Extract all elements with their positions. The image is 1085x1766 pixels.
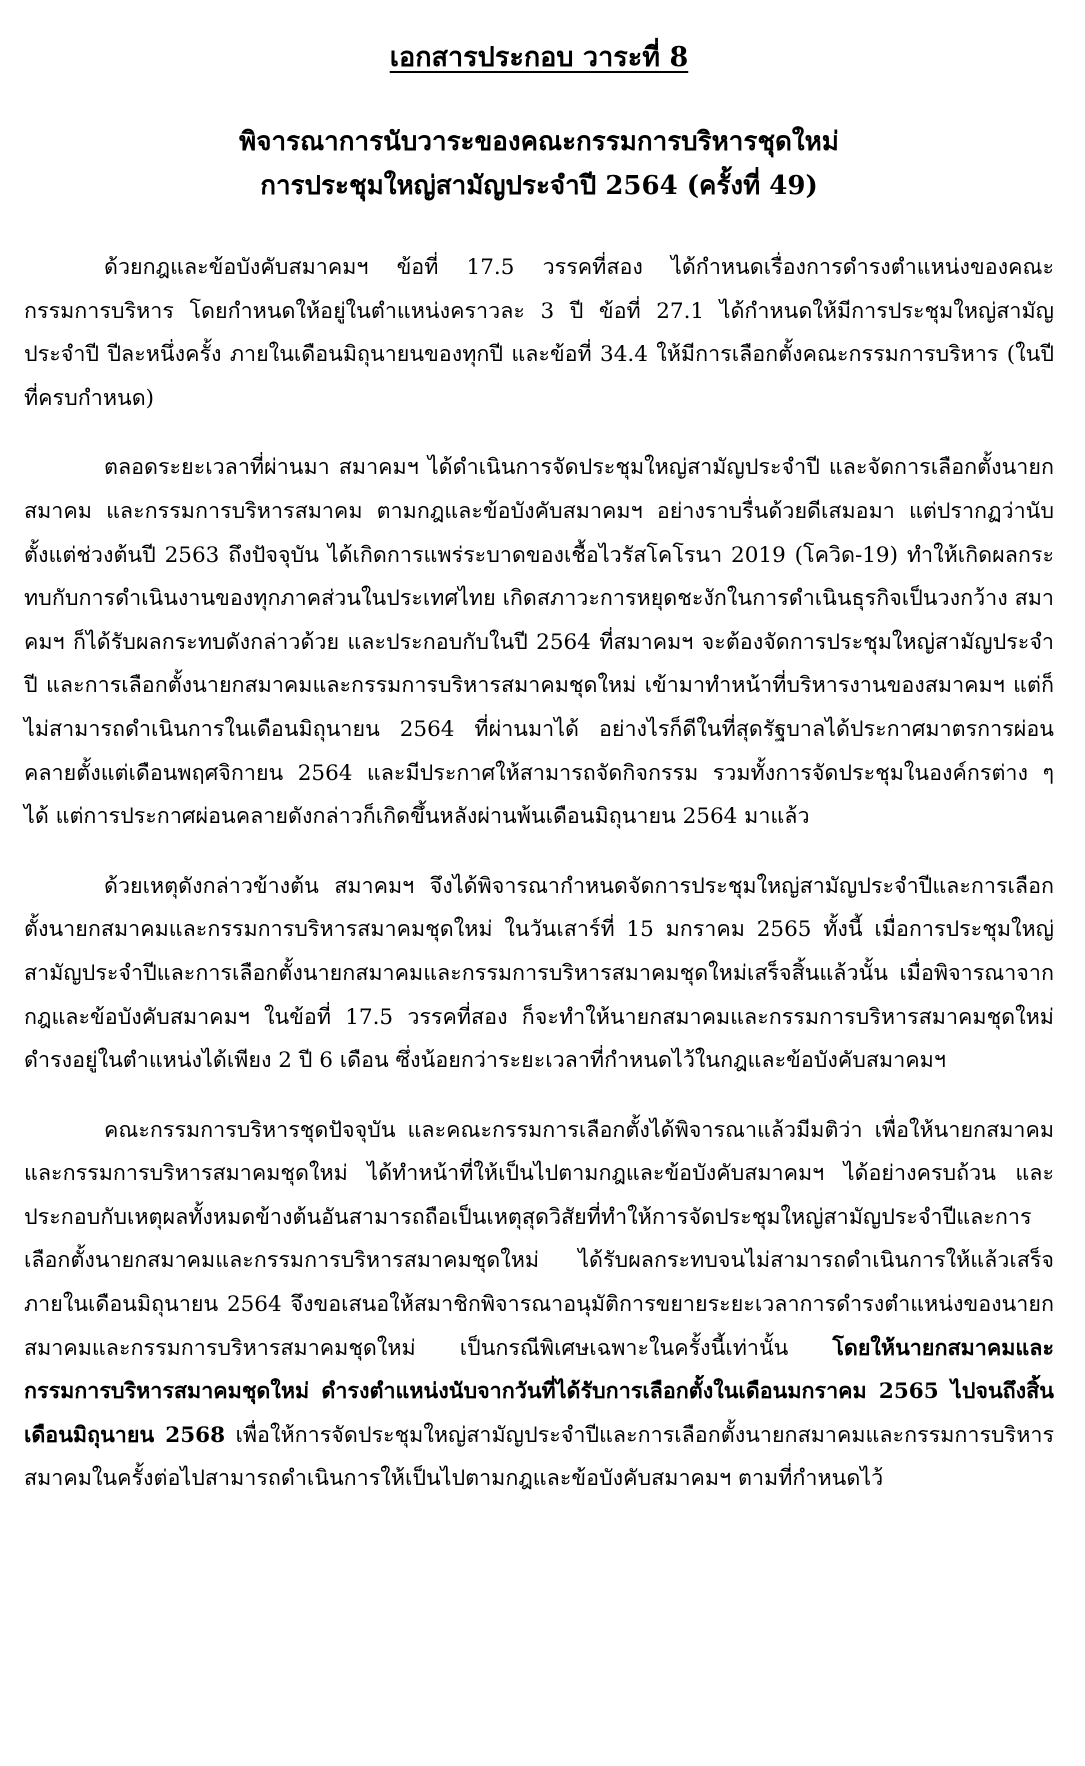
paragraph-2: ตลอดระยะเวลาที่ผ่านมา สมาคมฯ ได้ดำเนินการจัดประชุมใหญ่สามัญประจำปี และจัดการเลือกตั้งนายกสมาคม และกรรมการบริหารสมาคม ตามกฎและข้อบังคับสมาคมฯ อย่างราบรื่นด้วยดีเสมอมา แต่ปรากฏว่านับตั้งแต่ช่วงต้นปี 2563 ถึงปัจจุบัน ได้เกิดการแพร่ระบาดของเชื้อไวรัสโคโรนา 2019 (โควิด-19) ทำให้เกิดผลกระทบกับการดำเนินงานของทุกภาคส่วนในประเทศไทย เกิดสภาวะการหยุดชะงักในการดำเนินธุรกิจเป็นวงกว้าง สมาคมฯ ก็ได้รับผลกระทบดังกล่าวด้วย และประกอบกับในปี 2564 ที่สมาคมฯ จะต้องจัดการประชุมใหญ่สามัญประจำปี และการเลือกตั้งนายกสมาคมและกรรมการบริหารสมาคมชุดใหม่ เข้ามาทำหน้าที่บริหารงานของสมาคมฯ แต่ก็ไม่สามารถดำเนินการในเดือนมิถุนายน 2564 ที่ผ่านมาได้ อย่างไรก็ดีในที่สุดรัฐบาลได้ประกาศมาตรการผ่อนคลายตั้งแต่เดือนพฤศจิกายน 2564 และมีประกาศให้สามารถจัดกิจกรรม รวมทั้งการจัดประชุมในองค์กรต่าง ๆ ได้ แต่การประกาศผ่อนคลายดังกล่าวก็เกิดขึ้นหลังผ่านพ้นเดือนมิถุนายน 2564 มาแล้ว — [24, 455, 1054, 830]
document-label: เอกสารประกอบ วาระที่ 8 — [389, 42, 689, 73]
paragraph-1: ด้วยกฎและข้อบังคับสมาคมฯ ข้อที่ 17.5 วรรคที่สอง ได้กำหนดเรื่องการดำรงตำแหน่งของคณะกรรมการบริหาร โดยกำหนดให้อยู่ในตำแหน่งคราวละ 3 ปี ข้อที่ 27.1 ได้กำหนดให้มีการประชุมใหญ่สามัญประจำปี ปีละหนึ่งครั้ง ภายในเดือนมิถุนายนของทุกปี และข้อที่ 34.4 ให้มีการเลือกตั้งคณะกรรมการบริหาร (ในปีที่ครบกำหนด) — [24, 255, 1054, 411]
paragraph-4 — [24, 1109, 1054, 1501]
paragraph-4-part-1: คณะกรรมการบริหารชุดปัจจุบัน และคณะกรรมการเลือกตั้งได้พิจารณาแล้วมีมติว่า เพื่อให้นายกสมาคมและกรรมการบริหารสมาคมชุดใหม่ ได้ทำหน้าที่ให้เป็นไปตามกฎและข้อบังคับสมาคมฯ ได้อย่างครบถ้วน และประกอบกับเหตุผลทั้งหมดข้างต้นอันสามารถถือเป็นเหตุสุดวิสัยที่ทำให้การจัดประชุมใหญ่สามัญประจำปีและการเลือกตั้งนายกสมาคมและกรรมการบริหารสมาคมชุดใหม่ ได้รับผลกระทบจนไม่สามารถดำเนินการให้แล้วเสร็จภายในเดือนมิถุนายน 2564 จึงขอเสนอให้สมาชิกพิจารณาอนุมัติการขยายระยะเวลาการดำรงตำแหน่งของนายกสมาคมและกรรมการบริหารสมาคมชุดใหม่ เป็นกรณีพิเศษเฉพาะในครั้งนี้เท่านั้น — [24, 1117, 1054, 1361]
document-body — [24, 38, 1054, 1527]
paragraph-4-bold-term: โดยให้นายกสมาคมและกรรมการบริหารสมาคมชุดใหม่ ดำรงตำแหน่งนับจากวันที่ได้รับการเลือกตั้งในเดือนมกราคม 2565 ไปจนถึงสิ้นเดือนมิถุนายน 2568 — [24, 1335, 1054, 1448]
title-line-1: พิจารณาการนับวาระของคณะกรรมการบริหารชุดใหม่ — [239, 127, 839, 157]
title-line-2: การประชุมใหญ่สามัญประจำปี 2564 (ครั้งที่ 49) — [260, 171, 818, 201]
document-title — [24, 120, 1054, 208]
paragraph-4-part-2: เพื่อให้การจัดประชุมใหญ่สามัญประจำปีและการเลือกตั้งนายกสมาคมและกรรมการบริหารสมาคมในครั้งต่อไปสามารถดำเนินการให้เป็นไปตามกฎและข้อบังคับสมาคมฯ ตามที่กำหนดไว้ — [24, 1422, 1054, 1492]
paragraph-3: ด้วยเหตุดังกล่าวข้างต้น สมาคมฯ จึงได้พิจารณากำหนดจัดการประชุมใหญ่สามัญประจำปีและการเลือกตั้งนายกสมาคมและกรรมการบริหารสมาคมชุดใหม่ ในวันเสาร์ที่ 15 มกราคม 2565 ทั้งนี้ เมื่อการประชุมใหญ่สามัญประจำปีและการเลือกตั้งนายกสมาคมและกรรมการบริหารสมาคมชุดใหม่เสร็จสิ้นแล้วนั้น เมื่อพิจารณาจากกฎและข้อบังคับสมาคมฯ ในข้อที่ 17.5 วรรคที่สอง ก็จะทำให้นายกสมาคมและกรรมการบริหารสมาคมชุดใหม่ดำรงอยู่ในตำแหน่งได้เพียง 2 ปี 6 เดือน ซึ่งน้อยกว่าระยะเวลาที่กำหนดไว้ในกฎและข้อบังคับสมาคมฯ — [24, 873, 1054, 1074]
